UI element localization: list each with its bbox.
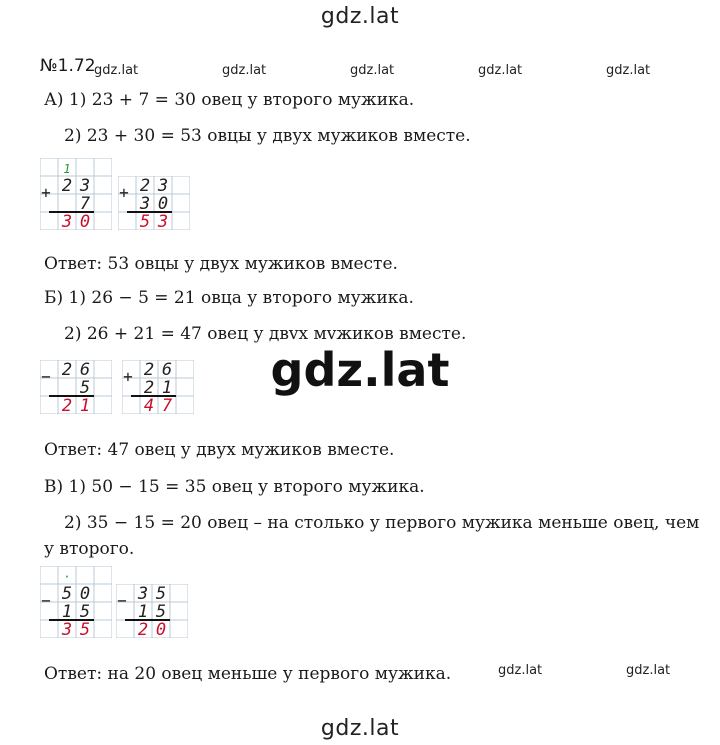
operand-digit: 1 — [161, 378, 173, 398]
part-a-step-2: 2) 23 + 30 = 53 овцы у двух мужиков вместе. — [64, 126, 471, 146]
operation-sign: + — [123, 367, 133, 386]
part-b-calc-2 — [122, 360, 194, 418]
operand-digit: 0 — [79, 584, 91, 604]
watermark-center: gdz.lat — [270, 343, 450, 397]
operand-digit: 3 — [137, 584, 149, 604]
operand-digit: 1 — [61, 602, 73, 622]
result-digit: 7 — [161, 396, 173, 414]
part-c-calc-1 — [40, 566, 112, 642]
operand-digit: 1 — [137, 602, 149, 622]
part-a-step-1: А) 1) 23 + 7 = 30 овец у второго мужика. — [44, 90, 415, 110]
problem-number: №1.72 — [40, 56, 96, 76]
operand-digit: 6 — [161, 360, 173, 380]
operand-digit: 5 — [61, 584, 73, 604]
calc-grid — [116, 584, 188, 638]
calc-grid — [40, 360, 112, 414]
watermark-row-4: gdz.lat — [478, 63, 523, 78]
watermark-bottom-2: gdz.lat — [626, 663, 671, 678]
operand-digit: 2 — [143, 360, 155, 380]
operand-digit: 5 — [155, 602, 167, 622]
part-a-calc-2 — [118, 176, 190, 234]
operand-digit: 3 — [157, 176, 169, 196]
operand-digit: 2 — [139, 176, 151, 196]
part-c-step-2: 2) 35 − 15 = 20 овец – на столько у первого мужика меньше овец, чем — [64, 513, 700, 533]
calc-grid — [118, 176, 190, 230]
part-b-calc-1 — [40, 360, 112, 418]
operand-digit: 2 — [61, 360, 73, 380]
watermark-row-2: gdz.lat — [222, 63, 267, 78]
part-b-step-1: Б) 1) 26 − 5 = 21 овца у второго мужика. — [44, 288, 414, 308]
watermark-top: gdz.lat — [320, 4, 400, 29]
calc-grid — [122, 360, 194, 414]
watermark-row-1: gdz.lat — [94, 63, 139, 78]
operand-digit: 5 — [79, 602, 91, 622]
operand-digit: 5 — [79, 378, 91, 398]
watermark-row-3: gdz.lat — [350, 63, 395, 78]
result-digit: 5 — [79, 620, 91, 638]
result-digit: 3 — [61, 620, 73, 638]
carry-digit: · — [63, 570, 71, 584]
result-digit: 0 — [155, 620, 167, 638]
operand-digit: 3 — [139, 194, 151, 214]
part-c-answer: Ответ: на 20 овец меньше у первого мужика. — [44, 664, 452, 684]
carry-digit: 1 — [63, 162, 71, 176]
part-c-calc-2 — [116, 584, 188, 642]
operand-digit: 2 — [143, 378, 155, 398]
operation-sign: + — [41, 183, 51, 202]
part-a-calc-1 — [40, 158, 112, 234]
result-digit: 2 — [137, 620, 149, 638]
result-digit: 0 — [79, 212, 91, 230]
part-b-answer: Ответ: 47 овец у двух мужиков вместе. — [44, 440, 395, 460]
operand-digit: 5 — [155, 584, 167, 604]
operand-digit: 2 — [61, 176, 73, 196]
operand-digit: 3 — [79, 176, 91, 196]
calc-grid — [40, 158, 112, 230]
operation-sign: − — [41, 591, 51, 610]
result-digit: 1 — [79, 396, 91, 414]
result-digit: 5 — [139, 212, 151, 230]
operand-digit: 6 — [79, 360, 91, 380]
part-c-step-2-cont: у второго. — [44, 539, 135, 559]
part-b-step-2: 2) 26 + 21 = 47 овец у двvх мvжиков вместе. — [64, 324, 467, 344]
operation-sign: − — [117, 591, 127, 610]
operation-sign: + — [119, 183, 129, 202]
part-c-step-1: В) 1) 50 − 15 = 35 овец у второго мужика. — [44, 477, 425, 497]
watermark-row-5: gdz.lat — [606, 63, 651, 78]
result-digit: 3 — [61, 212, 73, 230]
watermark-bottom-1: gdz.lat — [498, 663, 543, 678]
operand-digit: 7 — [79, 194, 91, 214]
part-a-answer: Ответ: 53 овцы у двух мужиков вместе. — [44, 254, 398, 274]
operand-digit: 0 — [157, 194, 169, 214]
result-digit: 4 — [143, 396, 155, 414]
result-digit: 2 — [61, 396, 73, 414]
operation-sign: − — [41, 367, 51, 386]
watermark-bottom: gdz.lat — [320, 716, 400, 741]
result-digit: 3 — [157, 212, 169, 230]
calc-grid — [40, 566, 112, 638]
